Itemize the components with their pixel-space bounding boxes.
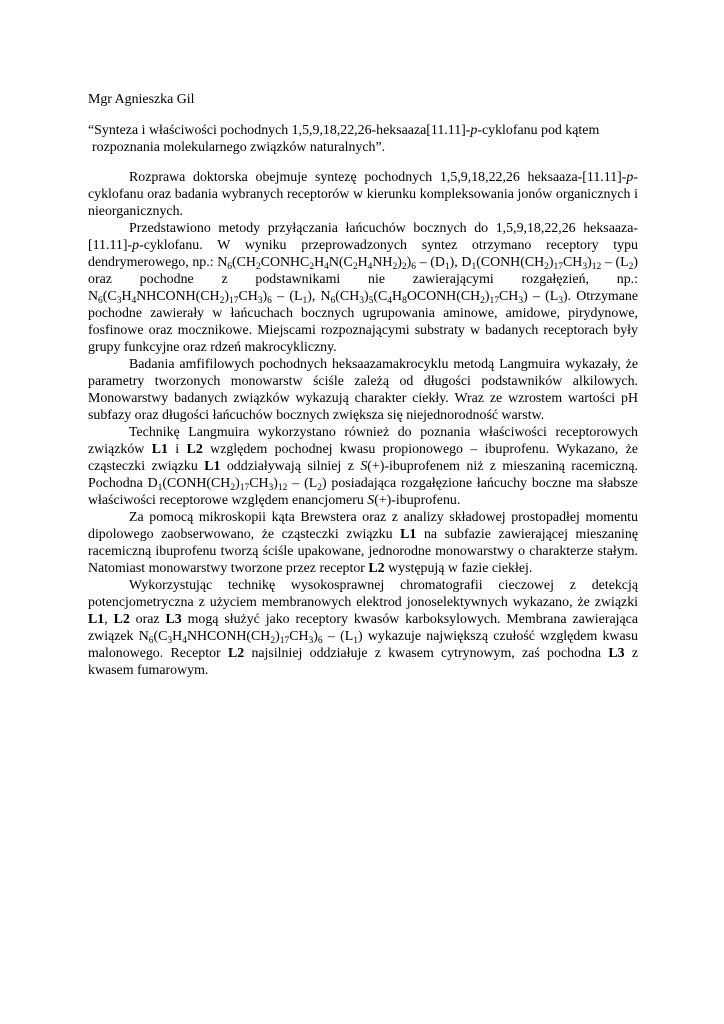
paragraph: Wykorzystując technikę wysokosprawnej chromatografii cieczowej z detekcją potencjometryczna z użyciem membranowych elektrod jonoselektywnych wykazano, że związki L1, L2 oraz L3 mogą służyć jako receptory kwasów karboksylowych. Membrana zawierająca związek $N_6(C_3H_4NHCONH(CH_2)_{17}CH_3)_6 - (L_1)$ wykazuje największą czułość względem kwasu malonowego. Receptor L2 najsilniej oddziałuje z kwasem cytrynowym, zaś pochodna L3 z kwasem fumarowym. (88, 578, 638, 678)
thesis-title-line-1: “Synteza i właściwości pochodnych 1,5,9,18,22,26-heksaaza[11.11]-p-cyklofanu pod kątem (88, 123, 600, 138)
paragraph: Za pomocą mikroskopii kąta Brewstera oraz z analizy składowej prostopadłej momentu dipolowego zaobserwowano, że cząsteczki związku L1 na subfazie zawierającej mieszaninę racemiczną ibuprofenu tworzą ściśle upakowane, jednorodne monowarstwy o charakterze stałym. Natomiast monowarstwy tworzone przez receptor L2 występują w fazie ciekłej. (88, 510, 638, 576)
paragraph: Badania amfifilowych pochodnych heksaazamakrocyklu metodą Langmuira wykazały, że parametry tworzonych monowarstw ściśle zależą od długości podstawników alkilowych. Monowarstwy badanych związków wykazują charakter ciekły. Wraz ze wzrostem wartości pH subfazy oraz długości łańcuchów bocznych zwiększa się niejednorodność warstw. (88, 357, 638, 423)
paragraph: Przedstawiono metody przyłączania łańcuchów bocznych do 1,5,9,18,22,26 heksaaza-[11.11]-p-cyklofanu. W wyniku przeprowadzonych syntez otrzymano receptory typu dendrymerowego, np.: $N_6(CH_2CONHC_2H_4N(C_2H_4NH_2)_2)_6 - (D_1)$, $D_1(CONH(CH_2)_{17}CH_3)_{12} - (L_2)$ oraz pochodne z podstawnikami nie zawierającymi rozgałęzień, np.: $N_6(C_3H_4NHCONH(CH_2)_{17}CH_3)_6 - (L_1)$, $N_6(CH_3)_5(C_4H_8OCONH(CH_2)_{17}CH_3) - (L_3)$. Otrzymane pochodne zawierały w łańcuchach bocznych ugrupowania aminowe, amidowe, pirydynowe, fosfinowe oraz mocznikowe. Miejscami rozpoznającymi substraty w badanych receptorach były grupy funkcyjne oraz rdzeń makrocykliczny. (88, 221, 638, 355)
paragraph: Technikę Langmuira wykorzystano również do poznania właściwości receptorowych związków L1 i L2 względem pochodnej kwasu propionowego – ibuprofenu. Wykazano, że cząsteczki związku L1 oddziaływają silniej z S(+)-ibuprofenem niż z mieszaniną racemiczną. Pochodna $D_1(CONH(CH_2)_{17}CH_3)_{12} - (L_2)$ posiadająca rozgałęzione łańcuchy boczne ma słabsze właściwości receptorowe względem enancjomeru S(+)-ibuprofenu. (88, 425, 639, 508)
author-name: Mgr Agnieszka Gil (88, 92, 195, 107)
paragraph: Rozprawa doktorska obejmuje syntezę pochodnych 1,5,9,18,22,26 heksaaza-[11.11]-p-cyklofanu oraz badania wybranych receptorów w kierunku kompleksowania jonów organicznych i nieorganicznych. (88, 170, 638, 219)
thesis-title-line-2: rozpoznania molekularnego związków naturalnych”. (92, 139, 386, 155)
abstract-body (88, 169, 638, 679)
thesis-title (88, 123, 658, 156)
